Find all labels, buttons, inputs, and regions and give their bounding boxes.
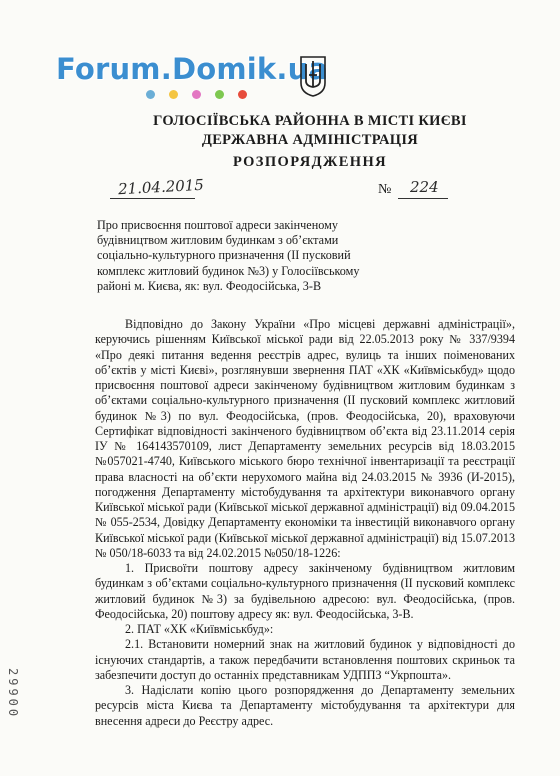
number-label: № xyxy=(378,182,392,197)
subject-line: будівництвом житловим будинкам з об’єктами xyxy=(97,233,339,248)
registration-stamp: 29900 xyxy=(6,668,20,720)
org-line-2: ДЕРЖАВНА АДМІНІСТРАЦІЯ xyxy=(201,132,419,148)
watermark-dot xyxy=(238,90,247,99)
document-number: 224 xyxy=(410,178,439,196)
body-item-2-1: 2.1. Встановити номерний знак на житловий будинок у відповідності до існуючих стандартів, а також передбачити встановлення поштових скриньок та забезпечити доступ до останніх представникам УДППЗ “Укрпошта». xyxy=(95,637,515,682)
body-item-2: 2. ПАТ «ХК «Київміськбуд»: xyxy=(125,622,274,636)
subject-line: Про присвоєння поштової адреси закінченому xyxy=(97,218,338,232)
site-watermark: Forum.Domik.ua xyxy=(56,52,329,86)
watermark-dot xyxy=(146,90,155,99)
org-line-1: ГОЛОСІЇВСЬКА РАЙОННА В МІСТІ КИЄВІ xyxy=(153,113,467,129)
subject-line: соціально-культурного призначення (ІІ пусковий xyxy=(97,248,351,263)
document-body xyxy=(95,317,515,729)
document-type: РОЗПОРЯДЖЕННЯ xyxy=(232,154,388,170)
watermark-dot xyxy=(192,90,201,99)
watermark-dot xyxy=(169,90,178,99)
body-item-3: 3. Надіслати копію цього розпорядження до Департаменту земельних ресурсів міста Києва та Департаменту містобудування та архітектури для внесення адреси до Реєстру адрес. xyxy=(95,683,515,728)
document-date: 21.04.2015 xyxy=(117,175,205,199)
organization-name xyxy=(140,112,480,150)
body-intro: Відповідно до Закону України «Про місцеві державні адміністрації», керуючись рішенням Київської міської ради від 22.05.2013 року № 337/9394 «Про деякі питання ведення реєстрів адрес, вулиць та інших поіменованих об’єктів у місті Києві», розглянувши звернення ПАТ «ХК «Київміськбуд» щодо присвоєння поштової адреси закінченому будівництвом житловим будинкам з об’єктами соціально-культурного призначення (ІІ пусковий комплекс житловий будинок №3) по вул. Феодосійська, (пров. Феодосійська, 20), враховуючи Сертифікат відповідності закінченого будівництвом об’єкта від 23.11.2014 серія ІУ № 164143570109, лист Департаменту земельних ресурсів від 18.03.2015 №057021-4740, Київського міського бюро технічної інвентаризації та реєстрації права власності на об’єкти нерухомого майна від 24.03.2015 № 3936 (И-2015), погодження Департаменту містобудування та архітектури виконавчого органу Київської міської ради (Київської міської державної адміністрації) від 09.04.2015 № 055-2534, Довідку Департаменту економіки та інвестицій виконавчого органу Київської міської ради (Київської міської державної адміністрації) від 15.07.2013 № 050/18-6033 та від 24.02.2015 №050/18-1226: xyxy=(95,317,515,560)
watermark-dots xyxy=(146,90,247,99)
subject-line: комплекс житловий будинок №3) у Голосіївському xyxy=(97,263,360,278)
trident-emblem-icon xyxy=(298,55,328,97)
document-subject xyxy=(97,218,397,294)
body-item-1: 1. Присвоїти поштову адресу закінченому будівництвом житловим будинкам з об’єктами соціально-культурного призначення (ІІ пусковий комплекс житловий будинок №3) за будівельною адресою: вул. Феодосійська, (пров. Феодосійська, 20) поштову адресу як: вул. Феодосійська, 3-В. xyxy=(95,561,515,621)
watermark-dot xyxy=(215,90,224,99)
subject-line: районі м. Києва, як: вул. Феодосійська, 3-В xyxy=(97,278,322,293)
